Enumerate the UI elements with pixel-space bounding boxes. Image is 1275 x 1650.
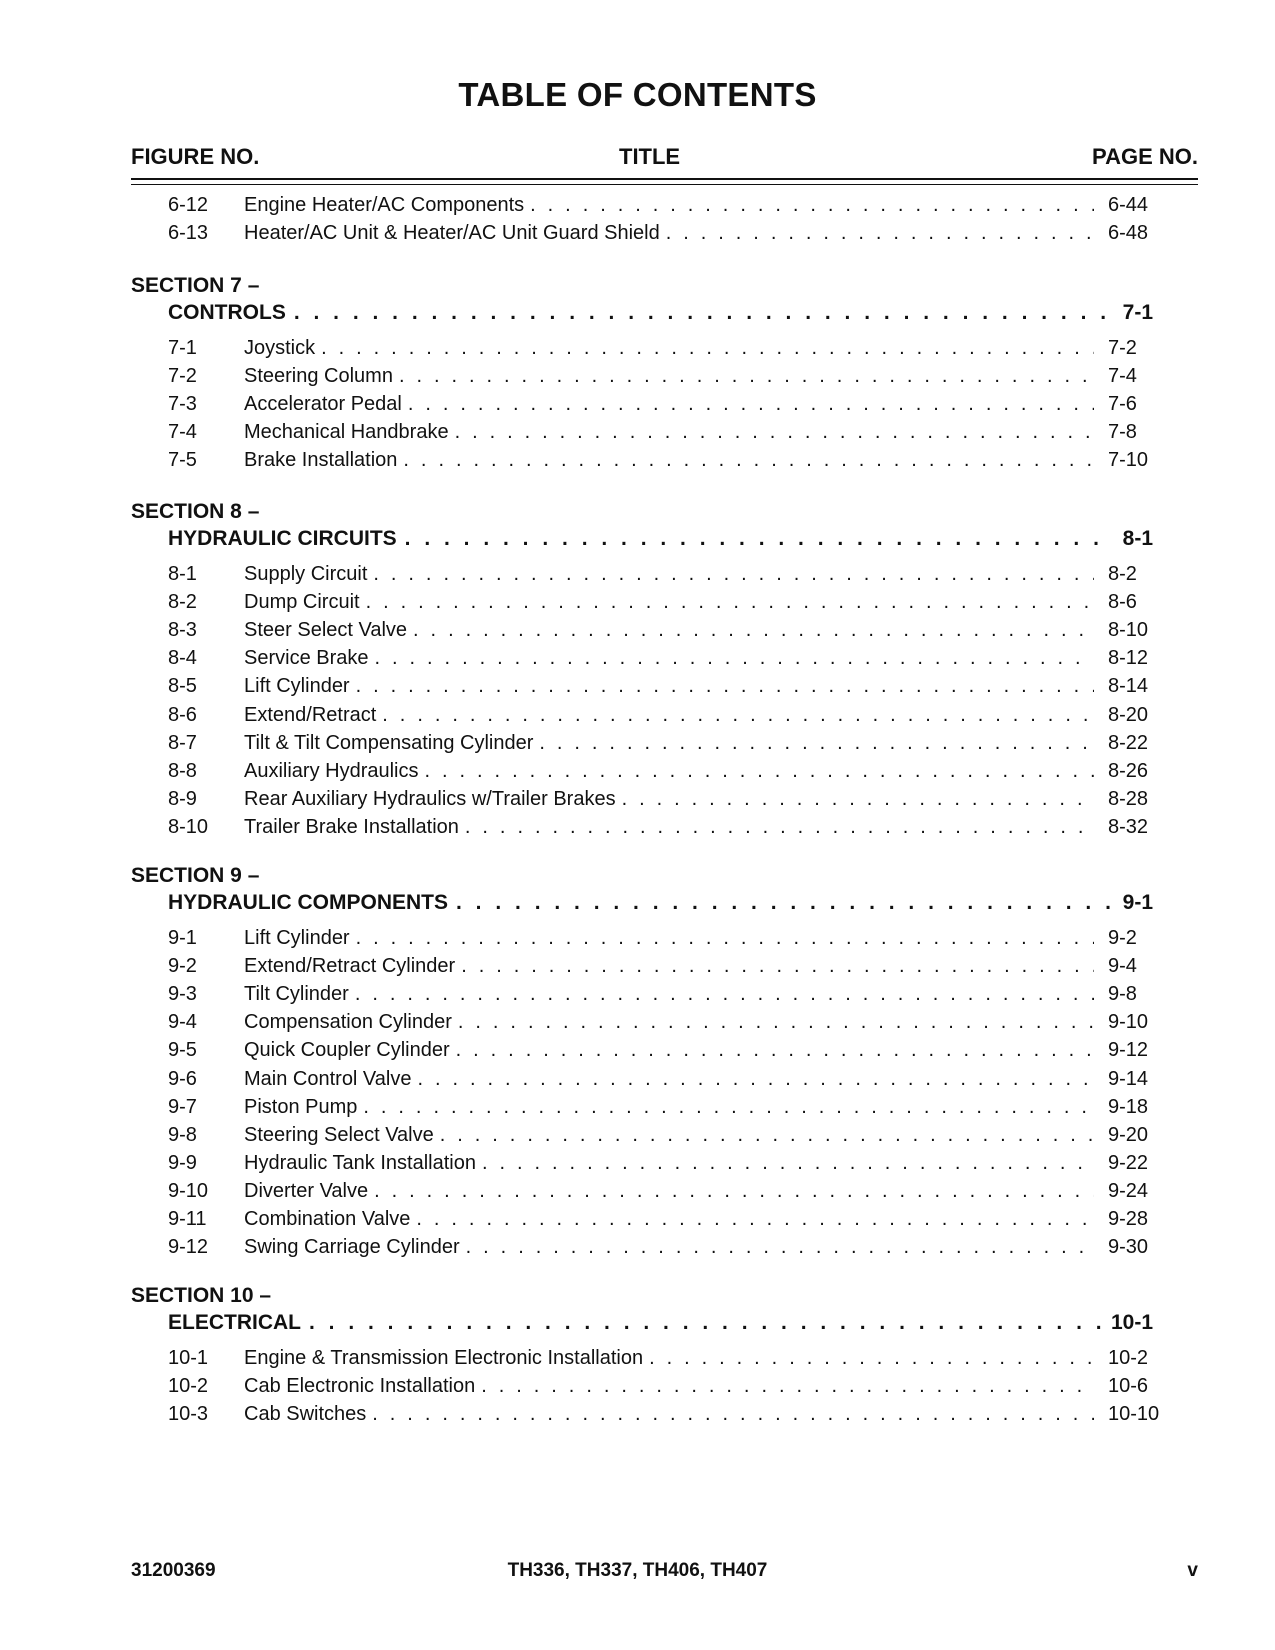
toc-entry[interactable] [168,951,1168,981]
figure-page: 8-6 [1108,591,1137,614]
figure-number: 8-7 [168,731,197,754]
dot-leader [417,1064,1094,1094]
figure-number: 8-3 [168,619,197,642]
toc-entry[interactable] [168,728,1168,758]
dot-leader [294,298,1113,328]
figure-number: 7-3 [168,393,197,416]
figure-page: 9-2 [1108,927,1137,949]
figure-number: 10-1 [168,1347,209,1369]
toc-entry[interactable] [168,1007,1168,1037]
figure-title: Tilt Cylinder [244,983,349,1006]
figure-title: Rear Auxiliary Hydraulics w/Trailer Brakes [244,787,616,810]
figure-title: Cab Switches [244,1403,367,1426]
dot-leader [413,615,1094,645]
figure-title: Steering Select Valve [244,1123,434,1146]
figure-title: Engine & Transmission Electronic Installation [244,1347,644,1369]
figure-page: 8-10 [1108,619,1149,642]
dot-leader [374,1176,1094,1206]
footer-page-number: v [1187,1560,1198,1581]
page-no-header: PAGE NO. [1092,144,1198,169]
section-label: SECTION 9 – [131,864,260,887]
toc-entry[interactable] [168,784,1168,814]
figure-number: 7-2 [168,365,197,388]
section-name: CONTROLS [168,301,286,324]
figure-title: Lift Cylinder [244,675,350,698]
toc-entry[interactable] [168,1204,1168,1234]
figure-page: 9-12 [1108,1039,1149,1062]
dot-leader [372,1399,1094,1429]
toc-entry[interactable] [168,671,1168,701]
dot-leader [366,587,1094,617]
figure-number: 8-8 [168,759,197,782]
figure-page: 9-8 [1108,983,1137,1006]
figure-number: 9-10 [168,1179,209,1202]
figure-page: 9-28 [1108,1208,1149,1230]
dot-leader [530,190,1094,220]
figure-title: Extend/Retract [244,703,377,726]
figure-number: 9-12 [168,1236,209,1259]
section-heading[interactable] [168,524,1153,554]
dot-leader [373,559,1094,589]
toc-entry[interactable] [168,923,1168,953]
figure-number: 9-3 [168,983,197,1006]
section-name: ELECTRICAL [168,1311,301,1334]
figure-number: 8-1 [168,563,197,585]
figure-title: Piston Pump [244,1095,358,1118]
figure-title: Trailer Brake Installation [244,815,459,838]
figure-page: 9-20 [1108,1123,1149,1146]
toc-entry[interactable] [168,1371,1168,1401]
dot-leader [356,671,1094,701]
figure-page: 9-10 [1108,1011,1149,1034]
figure-page: 6-48 [1108,222,1149,245]
dot-leader [481,1371,1094,1401]
figure-number: 8-9 [168,787,197,810]
figure-number: 8-6 [168,703,197,726]
figure-title: Brake Installation [244,449,398,472]
figure-page: 10-2 [1108,1347,1149,1369]
dot-leader [465,812,1094,842]
header-rule-top [131,178,1198,180]
dot-leader [666,218,1094,248]
figure-number: 7-1 [168,337,197,359]
dot-leader [440,1120,1094,1150]
toc-entry[interactable] [168,190,1168,220]
footer-models: TH336, TH337, TH406, TH407 [507,1560,768,1581]
figure-number: 10-3 [168,1403,209,1426]
title-header: TITLE [619,144,681,169]
figure-page: 7-6 [1108,393,1137,416]
section-heading[interactable] [168,298,1153,328]
figure-page: 8-26 [1108,759,1149,782]
toc-entry[interactable] [168,445,1168,475]
dot-leader [649,1343,1094,1373]
dot-leader [375,643,1095,673]
toc-entry[interactable] [168,756,1168,786]
figure-page: 10-10 [1108,1403,1160,1426]
dot-leader [456,888,1113,918]
dot-leader [309,1308,1101,1338]
toc-entry[interactable] [168,1064,1168,1094]
toc-entry[interactable] [168,1399,1168,1429]
figure-title: Mechanical Handbrake [244,421,449,444]
toc-entry[interactable] [168,1120,1168,1150]
toc-entry[interactable] [168,615,1168,645]
figure-page: 8-14 [1108,675,1149,698]
figure-page: 7-2 [1108,337,1137,359]
figure-page: 9-14 [1108,1067,1149,1090]
figure-number: 9-6 [168,1067,197,1090]
toc-entry[interactable] [168,700,1168,730]
section-heading[interactable] [168,888,1153,918]
toc-entry[interactable] [168,1176,1168,1206]
section-page: 9-1 [1122,891,1153,914]
dot-leader [321,333,1094,363]
figure-page: 8-12 [1108,647,1149,670]
section-page: 7-1 [1122,301,1153,324]
figure-page: 10-6 [1108,1375,1149,1398]
dot-leader [382,700,1094,730]
figure-number: 9-11 [168,1208,207,1230]
figure-no-header: FIGURE NO. [131,144,260,169]
footer-doc-number: 31200369 [131,1560,216,1581]
figure-title: Steering Column [244,365,393,388]
figure-title: Supply Circuit [244,563,368,585]
section-label: SECTION 8 – [131,500,260,523]
figure-page: 6-44 [1108,194,1149,216]
figure-title: Main Control Valve [244,1067,412,1090]
section-label: SECTION 10 – [131,1284,272,1307]
dot-leader [482,1148,1094,1178]
dot-leader [425,756,1095,786]
figure-number: 6-12 [168,194,209,216]
figure-number: 7-5 [168,449,197,472]
toc-entry[interactable] [168,218,1168,248]
figure-title: Joystick [244,337,316,359]
section-name: HYDRAULIC CIRCUITS [168,527,397,550]
header-rule-bottom [131,184,1198,185]
dot-leader [456,1035,1094,1065]
toc-entry[interactable] [168,1343,1168,1373]
figure-title: Swing Carriage Cylinder [244,1236,460,1259]
figure-page: 7-4 [1108,365,1137,388]
dot-leader [408,389,1094,419]
dot-leader [455,417,1094,447]
figure-number: 8-5 [168,675,197,698]
section-page: 8-1 [1122,527,1153,550]
figure-number: 9-5 [168,1039,197,1062]
figure-number: 8-2 [168,591,197,614]
toc-entry[interactable] [168,1148,1168,1178]
figure-page: 8-20 [1108,703,1149,726]
dot-leader [622,784,1094,814]
figure-page: 8-22 [1108,731,1149,754]
dot-leader [403,445,1094,475]
figure-title: Diverter Valve [244,1179,369,1202]
figure-title: Combination Valve [244,1208,411,1230]
figure-page: 9-30 [1108,1236,1149,1259]
dot-leader [466,1232,1094,1262]
toc-entry[interactable] [168,1232,1168,1262]
dot-leader [356,923,1094,953]
dot-leader [405,524,1113,554]
section-label: SECTION 7 – [131,274,260,297]
figure-page: 7-8 [1108,421,1137,444]
toc-entry[interactable] [168,1092,1168,1122]
toc-entry[interactable] [168,1035,1168,1065]
figure-title: Tilt & Tilt Compensating Cylinder [244,731,534,754]
section-name: HYDRAULIC COMPONENTS [168,891,449,914]
figure-number: 8-4 [168,647,197,670]
dot-leader [355,979,1094,1009]
figure-title: Accelerator Pedal [244,393,402,416]
figure-page: 8-28 [1108,787,1149,810]
toc-entry[interactable] [168,643,1168,673]
toc-entry[interactable] [168,333,1168,363]
figure-number: 9-8 [168,1123,197,1146]
dot-leader [399,361,1094,391]
figure-number: 9-9 [168,1151,197,1174]
figure-title: Compensation Cylinder [244,1011,452,1034]
figure-title: Service Brake [244,647,369,670]
figure-number: 9-7 [168,1095,197,1118]
toc-entry[interactable] [168,587,1168,617]
dot-leader [363,1092,1094,1122]
figure-page: 9-24 [1108,1179,1149,1202]
figure-title: Lift Cylinder [244,927,350,949]
toc-entry[interactable] [168,361,1168,391]
figure-title: Engine Heater/AC Components [244,194,525,216]
figure-title: Auxiliary Hydraulics [244,759,419,782]
figure-number: 7-4 [168,421,197,444]
figure-title: Extend/Retract Cylinder [244,955,456,978]
figure-title: Dump Circuit [244,591,360,614]
toc-entry[interactable] [168,812,1168,842]
page-title: TABLE OF CONTENTS [458,76,817,113]
toc-entry[interactable] [168,389,1168,419]
figure-number: 10-2 [168,1375,209,1398]
figure-number: 9-4 [168,1011,197,1034]
figure-number: 8-10 [168,815,209,838]
toc-entry[interactable] [168,559,1168,589]
figure-number: 9-1 [168,927,197,949]
figure-page: 9-22 [1108,1151,1149,1174]
figure-page: 9-4 [1108,955,1137,978]
figure-title: Quick Coupler Cylinder [244,1039,450,1062]
figure-page: 8-2 [1108,563,1137,585]
dot-leader [458,1007,1094,1037]
figure-title: Steer Select Valve [244,619,408,642]
dot-leader [539,728,1094,758]
toc-entry[interactable] [168,979,1168,1009]
figure-page: 8-32 [1108,815,1149,838]
figure-title: Hydraulic Tank Installation [244,1151,476,1174]
figure-page: 7-10 [1108,449,1149,472]
figure-page: 9-18 [1108,1095,1149,1118]
figure-title: Heater/AC Unit & Heater/AC Unit Guard Shield [244,222,660,245]
section-page: 10-1 [1110,1311,1153,1334]
section-heading[interactable] [168,1308,1153,1338]
dot-leader [416,1204,1094,1234]
figure-title: Cab Electronic Installation [244,1375,476,1398]
toc-entry[interactable] [168,417,1168,447]
figure-number: 6-13 [168,222,209,245]
figure-number: 9-2 [168,955,197,978]
dot-leader [461,951,1094,981]
